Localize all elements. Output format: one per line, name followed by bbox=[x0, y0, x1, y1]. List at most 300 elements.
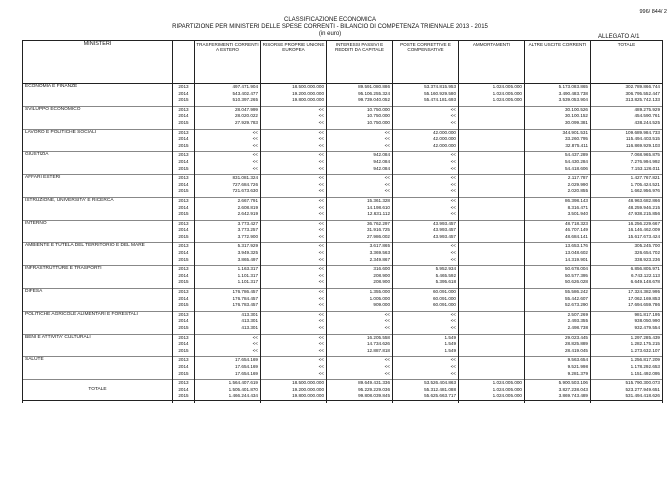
value-cell-c7: 7.068.965.875 bbox=[591, 152, 663, 159]
value-cell-c6: 14.319.901 bbox=[525, 257, 591, 264]
table-row bbox=[23, 273, 663, 280]
value-cell-c3: 316.600 bbox=[327, 266, 393, 273]
value-cell-c4: 53.374.815.953 bbox=[393, 84, 459, 91]
year-cell: 2014 bbox=[173, 182, 195, 189]
value-cell-c3: << bbox=[327, 136, 393, 143]
value-cell-c2: 19.200.000.000 bbox=[261, 91, 327, 98]
doc-title: CLASSIFICAZIONE ECONOMICA bbox=[283, 17, 376, 23]
table-row bbox=[23, 289, 663, 296]
value-cell-c1: 727.684.726 bbox=[195, 182, 261, 189]
value-cell-c3: 2.349.867 bbox=[327, 257, 393, 264]
value-cell-c7: 338.923.236 bbox=[591, 257, 663, 264]
value-cell-c2: 19.200.000.000 bbox=[261, 387, 327, 394]
value-cell-c7: 7.276.994.992 bbox=[591, 159, 663, 166]
value-cell-c1: 413.301 bbox=[195, 311, 261, 318]
value-cell-c3: 10.750.000 bbox=[327, 120, 393, 127]
value-cell-c1: 17.654.169 bbox=[195, 357, 261, 364]
value-cell-c1: << bbox=[195, 166, 261, 173]
value-cell-c2: << bbox=[261, 197, 327, 204]
ministero-name bbox=[23, 296, 173, 303]
value-cell-c1: << bbox=[195, 348, 261, 355]
year-cell: 2015 bbox=[173, 166, 195, 173]
value-cell-c1: 1.101.317 bbox=[195, 279, 261, 286]
value-cell-c3: << bbox=[327, 143, 393, 150]
value-cell-c6: 32.875.411 bbox=[525, 143, 591, 150]
value-cell-c3: << bbox=[327, 357, 393, 364]
ministero-name bbox=[23, 182, 173, 189]
table-row bbox=[23, 348, 663, 355]
value-cell-c1: 2.608.819 bbox=[195, 205, 261, 212]
value-cell-c2: 19.800.000.000 bbox=[261, 97, 327, 104]
value-cell-c4: << bbox=[393, 325, 459, 332]
value-cell-c5: 1.024.005.000 bbox=[459, 380, 525, 387]
table-row bbox=[23, 266, 663, 273]
ministero-name bbox=[23, 205, 173, 212]
table-row bbox=[23, 211, 663, 218]
header-totale: TOTALE bbox=[591, 41, 663, 84]
value-cell-c5 bbox=[459, 152, 525, 159]
year-cell: 2015 bbox=[173, 211, 195, 218]
ministero-name bbox=[23, 348, 173, 355]
value-cell-c7: 438.244.525 bbox=[591, 120, 663, 127]
value-cell-c2: << bbox=[261, 205, 327, 212]
value-cell-c4: << bbox=[393, 357, 459, 364]
table-row bbox=[23, 318, 663, 325]
value-cell-c4: 43.993.457 bbox=[393, 234, 459, 241]
table-row bbox=[23, 341, 663, 348]
table-row bbox=[23, 182, 663, 189]
value-cell-c1: 2.667.791 bbox=[195, 197, 261, 204]
value-cell-c5 bbox=[459, 136, 525, 143]
value-cell-c6: 55.442.607 bbox=[525, 296, 591, 303]
value-cell-c3: 95.229.229.036 bbox=[327, 387, 393, 394]
value-cell-c5 bbox=[459, 341, 525, 348]
value-cell-c6: 2.498.738 bbox=[525, 325, 591, 332]
year-cell: 2014 bbox=[173, 341, 195, 348]
value-cell-c6: 344.901.531 bbox=[525, 129, 591, 136]
value-cell-c1: 1.505.401.870 bbox=[195, 387, 261, 394]
value-cell-c6: 28.825.889 bbox=[525, 341, 591, 348]
header-poste-correttive: POSTE CORRETTIVE E COMPENSATIVE bbox=[393, 41, 459, 84]
value-cell-c6: 54.418.606 bbox=[525, 166, 591, 173]
value-cell-c4: << bbox=[393, 211, 459, 218]
value-cell-c2: << bbox=[261, 334, 327, 341]
value-cell-c7: 6.856.805.971 bbox=[591, 266, 663, 273]
value-cell-c1: << bbox=[195, 136, 261, 143]
value-cell-c5: 1.024.005.000 bbox=[459, 97, 525, 104]
value-cell-c4: << bbox=[393, 311, 459, 318]
value-cell-c4: << bbox=[393, 197, 459, 204]
table-row bbox=[23, 296, 663, 303]
table-row bbox=[23, 175, 663, 182]
year-cell: 2014 bbox=[173, 250, 195, 257]
ministero-name: GIUSTIZIA bbox=[23, 152, 173, 159]
value-cell-c2: << bbox=[261, 364, 327, 371]
header-row bbox=[23, 41, 663, 84]
value-cell-c4: << bbox=[393, 113, 459, 120]
value-cell-c1: << bbox=[195, 159, 261, 166]
ministero-name bbox=[23, 113, 173, 120]
table-row bbox=[23, 302, 663, 309]
value-cell-c2: << bbox=[261, 325, 327, 332]
value-cell-c1: 5.317.929 bbox=[195, 243, 261, 250]
value-cell-c4: 42.000.000 bbox=[393, 136, 459, 143]
value-cell-c7: 17.694.659.786 bbox=[591, 302, 663, 309]
value-cell-c1: 28.047.999 bbox=[195, 106, 261, 113]
table-row bbox=[23, 84, 663, 91]
value-cell-c2: << bbox=[261, 182, 327, 189]
value-cell-c5 bbox=[459, 175, 525, 182]
value-cell-c2: << bbox=[261, 129, 327, 136]
value-cell-c5 bbox=[459, 302, 525, 309]
value-cell-c3: << bbox=[327, 182, 393, 189]
value-cell-c4: << bbox=[393, 120, 459, 127]
value-cell-c3: 3.617.865 bbox=[327, 243, 393, 250]
value-cell-c6: 13.653.176 bbox=[525, 243, 591, 250]
year-cell: 2013 bbox=[173, 266, 195, 273]
value-cell-c7: 116.869.929.103 bbox=[591, 143, 663, 150]
value-cell-c5 bbox=[459, 250, 525, 257]
value-cell-c4: << bbox=[393, 257, 459, 264]
ministero-name: LAVORO E POLITICHE SOCIALI bbox=[23, 129, 173, 136]
value-cell-c1: << bbox=[195, 152, 261, 159]
value-cell-c1: 3.772.900 bbox=[195, 234, 261, 241]
ministero-name: SALUTE bbox=[23, 357, 173, 364]
ministero-name bbox=[23, 188, 173, 195]
ministero-name bbox=[23, 234, 173, 241]
value-cell-c6: 9.521.998 bbox=[525, 364, 591, 371]
value-cell-c1: 3.865.497 bbox=[195, 257, 261, 264]
value-cell-c4: 1.549 bbox=[393, 341, 459, 348]
value-cell-c1: 17.654.169 bbox=[195, 364, 261, 371]
year-cell: 2015 bbox=[173, 325, 195, 332]
header-interessi: INTERESSI PASSIVI E REDDITI DA CAPITALE bbox=[327, 41, 393, 84]
ministero-name bbox=[23, 97, 173, 104]
value-cell-c3: 3.369.563 bbox=[327, 250, 393, 257]
ministero-name: SVILUPPO ECONOMICO bbox=[23, 106, 173, 113]
value-cell-c1: 831.081.324 bbox=[195, 175, 261, 182]
value-cell-c4: 55.160.929.580 bbox=[393, 91, 459, 98]
value-cell-c3: 942.084 bbox=[327, 166, 393, 173]
value-cell-c5: 1.024.005.000 bbox=[459, 387, 525, 394]
value-cell-c4: << bbox=[393, 205, 459, 212]
table-row bbox=[23, 357, 663, 364]
value-cell-c1: 3.949.325 bbox=[195, 250, 261, 257]
year-cell: 2015 bbox=[173, 279, 195, 286]
value-cell-c5 bbox=[459, 120, 525, 127]
value-cell-c1: 176.786.457 bbox=[195, 289, 261, 296]
value-cell-c2: << bbox=[261, 106, 327, 113]
value-cell-c5 bbox=[459, 311, 525, 318]
spending-table bbox=[22, 40, 663, 403]
value-cell-c1: 510.397.265 bbox=[195, 97, 261, 104]
value-cell-c3: 99.739.040.052 bbox=[327, 97, 393, 104]
table-row bbox=[23, 197, 663, 204]
header-trasferimenti: TRASFERIMENTI CORRENTI A ESTERO bbox=[195, 41, 261, 84]
value-cell-c7: 16.146.462.009 bbox=[591, 227, 663, 234]
value-cell-c5 bbox=[459, 159, 525, 166]
value-cell-c6: 8.316.471 bbox=[525, 205, 591, 212]
year-cell: 2015 bbox=[173, 143, 195, 150]
value-cell-c7: 932.479.554 bbox=[591, 325, 663, 332]
table-row bbox=[23, 380, 663, 387]
value-cell-c6: 3.501.940 bbox=[525, 211, 591, 218]
ministero-name bbox=[23, 364, 173, 371]
value-cell-c4: << bbox=[393, 250, 459, 257]
value-cell-c1: 2.642.919 bbox=[195, 211, 261, 218]
value-cell-c2: << bbox=[261, 273, 327, 280]
value-cell-c3: 942.084 bbox=[327, 152, 393, 159]
year-cell: 2013 bbox=[173, 197, 195, 204]
table-row bbox=[23, 279, 663, 286]
value-cell-c1: << bbox=[195, 143, 261, 150]
value-cell-c6: 30.100.526 bbox=[525, 106, 591, 113]
value-cell-c2: << bbox=[261, 357, 327, 364]
ministero-name bbox=[23, 120, 173, 127]
ministero-name bbox=[23, 159, 173, 166]
value-cell-c7: 515.790.300.073 bbox=[591, 380, 663, 387]
value-cell-c1: << bbox=[195, 341, 261, 348]
value-cell-c7: 981.817.195 bbox=[591, 311, 663, 318]
value-cell-c1: 1.564.407.619 bbox=[195, 380, 261, 387]
value-cell-c1: << bbox=[195, 334, 261, 341]
ministero-name bbox=[23, 273, 173, 280]
value-cell-c5 bbox=[459, 113, 525, 120]
year-cell: 2013 bbox=[173, 175, 195, 182]
value-cell-c3: << bbox=[327, 364, 393, 371]
value-cell-c2: << bbox=[261, 234, 327, 241]
header-altre-uscite: ALTRE USCITE CORRENTI bbox=[525, 41, 591, 84]
value-cell-c2: << bbox=[261, 152, 327, 159]
value-cell-c4: 55.625.663.717 bbox=[393, 393, 459, 400]
value-cell-c7: 1.427.767.821 bbox=[591, 175, 663, 182]
value-cell-c7: 17.062.169.853 bbox=[591, 296, 663, 303]
value-cell-c6: 54.430.284 bbox=[525, 159, 591, 166]
value-cell-c3: 16.205.558 bbox=[327, 334, 393, 341]
value-cell-c1: 413.301 bbox=[195, 325, 261, 332]
year-cell: 2014 bbox=[173, 136, 195, 143]
value-cell-c5 bbox=[459, 364, 525, 371]
value-cell-c3: << bbox=[327, 188, 393, 195]
value-cell-c4: << bbox=[393, 318, 459, 325]
value-cell-c4: << bbox=[393, 371, 459, 378]
year-cell: 2013 bbox=[173, 311, 195, 318]
value-cell-c6: 50.577.395 bbox=[525, 273, 591, 280]
value-cell-c4: << bbox=[393, 166, 459, 173]
value-cell-c6: 48.718.323 bbox=[525, 220, 591, 227]
ministero-name bbox=[23, 250, 173, 257]
value-cell-c1: 543.402.477 bbox=[195, 91, 261, 98]
table-row bbox=[23, 227, 663, 234]
value-cell-c7: 6.743.122.113 bbox=[591, 273, 663, 280]
year-cell: 2013 bbox=[173, 106, 195, 113]
value-cell-c1: 176.784.457 bbox=[195, 296, 261, 303]
value-cell-c2: << bbox=[261, 220, 327, 227]
value-cell-c4: << bbox=[393, 364, 459, 371]
value-cell-c1: 28.020.022 bbox=[195, 113, 261, 120]
year-cell: 2014 bbox=[173, 113, 195, 120]
value-cell-c4: 5.952.934 bbox=[393, 266, 459, 273]
ministero-name bbox=[23, 325, 173, 332]
table-row bbox=[23, 129, 663, 136]
value-cell-c3: 15.361.328 bbox=[327, 197, 393, 204]
year-cell: 2013 bbox=[173, 129, 195, 136]
table-row bbox=[23, 113, 663, 120]
value-cell-c1: 1.466.244.434 bbox=[195, 393, 261, 400]
value-cell-c1: << bbox=[195, 129, 261, 136]
value-cell-c6: 33.260.795 bbox=[525, 136, 591, 143]
value-cell-c6: 2.117.787 bbox=[525, 175, 591, 182]
value-cell-c6: 52.673.290 bbox=[525, 302, 591, 309]
value-cell-c3: << bbox=[327, 129, 393, 136]
value-cell-c3: 10.750.000 bbox=[327, 113, 393, 120]
table-row bbox=[23, 91, 663, 98]
year-cell: 2015 bbox=[173, 348, 195, 355]
value-cell-c2: << bbox=[261, 211, 327, 218]
ministero-name bbox=[23, 341, 173, 348]
ministero-name bbox=[23, 166, 173, 173]
value-cell-c2: << bbox=[261, 257, 327, 264]
value-cell-c2: << bbox=[261, 188, 327, 195]
value-cell-c7: 17.324.382.995 bbox=[591, 289, 663, 296]
ministero-name bbox=[23, 257, 173, 264]
value-cell-c3: 36.762.297 bbox=[327, 220, 393, 227]
value-cell-c4: << bbox=[393, 106, 459, 113]
value-cell-c3: 208.900 bbox=[327, 273, 393, 280]
value-cell-c4: << bbox=[393, 243, 459, 250]
value-cell-c5 bbox=[459, 243, 525, 250]
value-cell-c1: 3.773.257 bbox=[195, 227, 261, 234]
value-cell-c5 bbox=[459, 296, 525, 303]
value-cell-c6: 30.100.152 bbox=[525, 113, 591, 120]
value-cell-c2: << bbox=[261, 302, 327, 309]
value-cell-c7: 47.938.215.856 bbox=[591, 211, 663, 218]
value-cell-c6: 2.507.269 bbox=[525, 311, 591, 318]
ministero-name bbox=[23, 136, 173, 143]
value-cell-c6: 5.173.083.865 bbox=[525, 84, 591, 91]
value-cell-c3: 1.005.000 bbox=[327, 296, 393, 303]
header-risorse-ue: RISORSE PROPRIE UNIONE EUROPEA bbox=[261, 41, 327, 84]
value-cell-c6: 3.539.053.904 bbox=[525, 97, 591, 104]
value-cell-c5 bbox=[459, 143, 525, 150]
value-cell-c3: 1.355.000 bbox=[327, 289, 393, 296]
value-cell-c3: 208.900 bbox=[327, 279, 393, 286]
value-cell-c2: << bbox=[261, 143, 327, 150]
value-cell-c2: << bbox=[261, 279, 327, 286]
allegato-label: ALLEGATO A/1 bbox=[598, 34, 640, 40]
value-cell-c7: 15.617.673.424 bbox=[591, 234, 663, 241]
value-cell-c6: 2.020.855 bbox=[525, 188, 591, 195]
year-cell: 2015 bbox=[173, 97, 195, 104]
ministero-name: DIFESA bbox=[23, 289, 173, 296]
value-cell-c7: 7.153.126.011 bbox=[591, 166, 663, 173]
value-cell-c5 bbox=[459, 325, 525, 332]
value-cell-c6: 86.398.143 bbox=[525, 197, 591, 204]
value-cell-c4: 42.000.000 bbox=[393, 143, 459, 150]
table-row bbox=[23, 152, 663, 159]
value-cell-c4: << bbox=[393, 175, 459, 182]
value-cell-c6: 9.563.654 bbox=[525, 357, 591, 364]
value-cell-c5 bbox=[459, 289, 525, 296]
year-cell: 2015 bbox=[173, 188, 195, 195]
table-row bbox=[23, 257, 663, 264]
value-cell-c7: 115.494.403.515 bbox=[591, 136, 663, 143]
value-cell-c7: 109.689.984.733 bbox=[591, 129, 663, 136]
table-body bbox=[23, 84, 663, 403]
value-cell-c7: 313.825.742.133 bbox=[591, 97, 663, 104]
value-cell-c5: 1.024.005.000 bbox=[459, 84, 525, 91]
value-cell-c6: 54.437.289 bbox=[525, 152, 591, 159]
value-cell-c4: 60.091.000 bbox=[393, 289, 459, 296]
value-cell-c3: 12.887.818 bbox=[327, 348, 393, 355]
value-cell-c4: 60.091.000 bbox=[393, 296, 459, 303]
table-row bbox=[23, 188, 663, 195]
value-cell-c5 bbox=[459, 334, 525, 341]
ministero-name bbox=[23, 371, 173, 378]
value-cell-c2: << bbox=[261, 120, 327, 127]
year-cell: 2014 bbox=[173, 205, 195, 212]
value-cell-c7: 1.662.956.976 bbox=[591, 188, 663, 195]
value-cell-c7: 326.654.702 bbox=[591, 250, 663, 257]
ministero-name bbox=[23, 279, 173, 286]
value-cell-c7: 6.649.148.678 bbox=[591, 279, 663, 286]
value-cell-c4: 43.993.457 bbox=[393, 227, 459, 234]
year-cell: 2013 bbox=[173, 243, 195, 250]
table-row bbox=[23, 234, 663, 241]
value-cell-c1: 27.929.783 bbox=[195, 120, 261, 127]
value-cell-c2: << bbox=[261, 296, 327, 303]
value-cell-c3: 14.198.610 bbox=[327, 205, 393, 212]
value-cell-c2: 18.500.000.000 bbox=[261, 84, 327, 91]
value-cell-c7: 48.963.682.866 bbox=[591, 197, 663, 204]
value-cell-c2: << bbox=[261, 243, 327, 250]
ministero-name: AMBIENTE E TUTELA DEL TERRITORIO E DEL MARE bbox=[23, 243, 173, 250]
value-cell-c6: 46.707.149 bbox=[525, 227, 591, 234]
value-cell-c6: 2.029.990 bbox=[525, 182, 591, 189]
value-cell-c5 bbox=[459, 279, 525, 286]
ministero-name bbox=[23, 91, 173, 98]
value-cell-c4: << bbox=[393, 159, 459, 166]
value-cell-c6: 13.048.602 bbox=[525, 250, 591, 257]
value-cell-c5 bbox=[459, 234, 525, 241]
value-cell-c2: << bbox=[261, 136, 327, 143]
value-cell-c5 bbox=[459, 129, 525, 136]
value-cell-c3: 12.631.112 bbox=[327, 211, 393, 218]
ministero-name: AFFARI ESTERI bbox=[23, 175, 173, 182]
value-cell-c3: << bbox=[327, 325, 393, 332]
table-row bbox=[23, 325, 663, 332]
totale-label bbox=[23, 393, 173, 400]
value-cell-c7: 1.273.632.107 bbox=[591, 348, 663, 355]
totale-label bbox=[23, 380, 173, 387]
value-cell-c2: << bbox=[261, 250, 327, 257]
value-cell-c3: 27.986.002 bbox=[327, 234, 393, 241]
value-cell-c7: 48.259.946.215 bbox=[591, 205, 663, 212]
value-cell-c4: 5.395.618 bbox=[393, 279, 459, 286]
value-cell-c3: 95.106.255.324 bbox=[327, 91, 393, 98]
value-cell-c6: 30.099.381 bbox=[525, 120, 591, 127]
value-cell-c5 bbox=[459, 166, 525, 173]
value-cell-c3: 99.808.039.845 bbox=[327, 393, 393, 400]
value-cell-c4: << bbox=[393, 188, 459, 195]
table-row bbox=[23, 243, 663, 250]
value-cell-c7: 1.178.292.653 bbox=[591, 364, 663, 371]
value-cell-c7: 1.282.175.215 bbox=[591, 341, 663, 348]
year-cell: 2014 bbox=[173, 273, 195, 280]
value-cell-c5 bbox=[459, 257, 525, 264]
year-cell: 2013 bbox=[173, 289, 195, 296]
value-cell-c6: 50.626.028 bbox=[525, 279, 591, 286]
